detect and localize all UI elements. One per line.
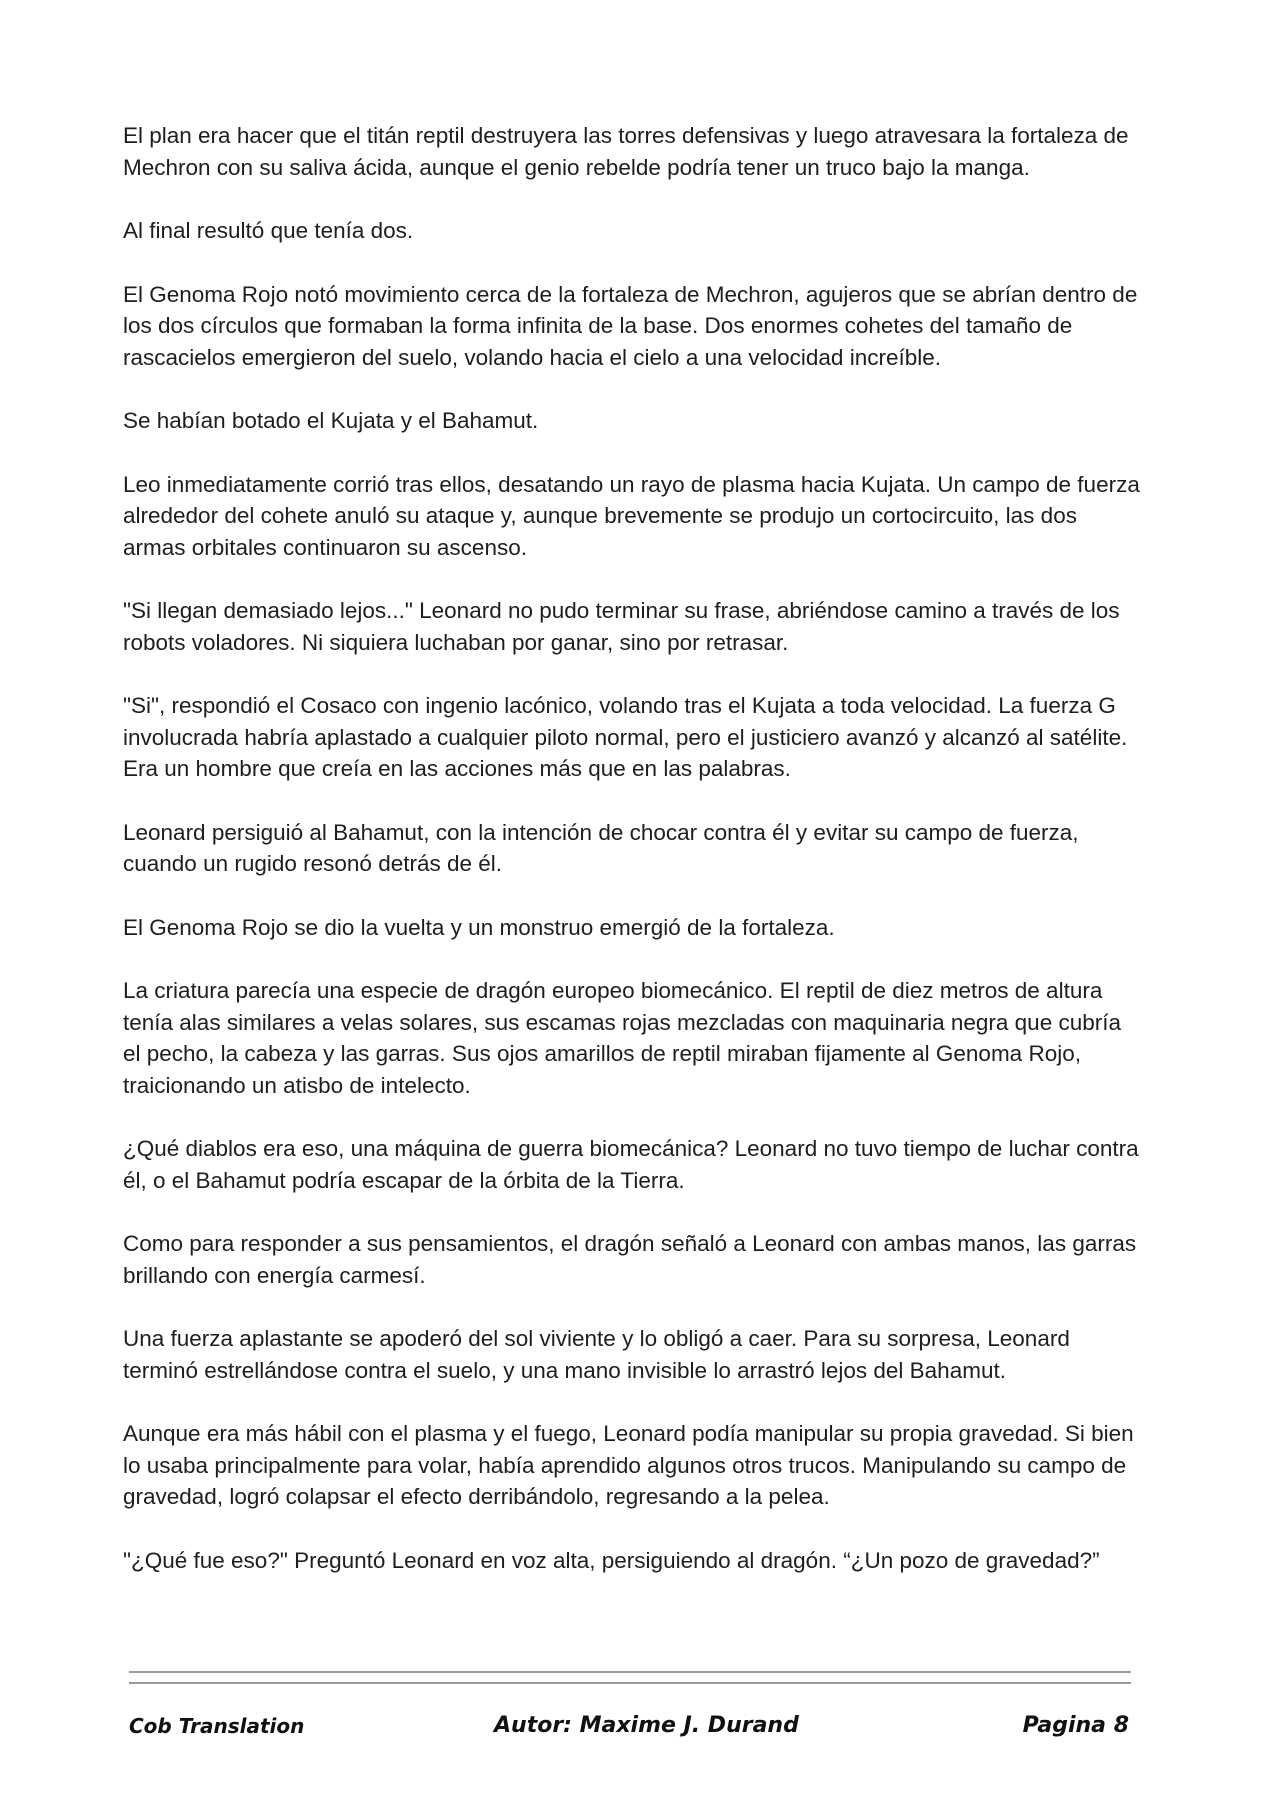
paragraph-8: Leonard persiguió al Bahamut, con la intención de chocar contra él y evitar su campo de fuerza, cuando un rugido resonó detrás de él. [123, 819, 1079, 876]
paragraph-4: Se habían botado el Kujata y el Bahamut. [123, 408, 539, 433]
paragraph-9: El Genoma Rojo se dio la vuelta y un monstruo emergió de la fortaleza. [123, 914, 835, 940]
paragraph-5: Leo inmediatamente corrió tras ellos, desatando un rayo de plasma hacia Kujata. Un campo de fuerza alrededor del cohete anuló su ataque y, aunque brevemente se produjo un cortocircuito, las dos armas orbitales continuaron su ascenso. [123, 471, 1140, 560]
footer-page-number: Pagina 8 [1022, 1713, 1129, 1738]
paragraph-12: Como para responder a sus pensamientos, el dragón señaló a Leonard con ambas manos, las garras brillando con energía carmesí. [123, 1231, 1137, 1288]
paragraph-1: El plan era hacer que el titán reptil destruyera las torres defensivas y luego atravesara la fortaleza de Mechron con su saliva ácida, aunque el genio rebelde podría tener un truco bajo la manga. [123, 123, 1129, 180]
page-footer [129, 1710, 1129, 1750]
paragraph-7: "Si", respondió el Cosaco con ingenio lacónico, volando tras el Kujata a toda velocidad. La fuerza G involucrada habría aplastado a cualquier piloto normal, pero el justiciero avanzó y alcanzó al satélite. Era un hombre que creía en las acciones más que en las palabras. [123, 693, 1128, 781]
paragraph-6: "Si llegan demasiado lejos..." Leonard no pudo terminar su frase, abriéndose camino a través de los robots voladores. Ni siquiera luchaban por ganar, sino por retrasar. [123, 598, 1120, 655]
paragraph-15: "¿Qué fue eso?" Preguntó Leonard en voz alta, persiguiendo al dragón. “¿Un pozo de gravedad?” [123, 1547, 1100, 1573]
paragraph-10: La criatura parecía una especie de dragón europeo biomecánico. El reptil de diez metros de altura tenía alas similares a velas solares, sus escamas rojas mezcladas con maquinaria negra que cubría el pecho, la cabeza y las garras. Sus ojos amarillos de reptil miraban fijamente al Genoma Rojo, traicionando un atisbo de intelecto. [123, 978, 1121, 1098]
paragraph-11: ¿Qué diablos era eso, una máquina de guerra biomecánica? Leonard no tuvo tiempo de luchar contra él, o el Bahamut podría escapar de la órbita de la Tierra. [123, 1136, 1139, 1193]
footer-author: Autor: Maxime J. Durand [494, 1713, 799, 1738]
paragraph-2: Al final resultó que tenía dos. [123, 218, 414, 243]
paragraph-14: Aunque era más hábil con el plasma y el fuego, Leonard podía manipular su propia gravedad. Si bien lo usaba principalmente para volar, había aprendido algunos otros trucos. Manipulando su campo de gravedad, logró colapsar el efecto derribándolo, regresando a la pelea. [123, 1421, 1134, 1509]
body-text [123, 120, 1143, 1608]
footer-divider-bottom [129, 1682, 1131, 1684]
paragraph-13: Una fuerza aplastante se apoderó del sol viviente y lo obligó a caer. Para su sorpresa, Leonard terminó estrellándose contra el suelo, y una mano invisible lo arrastró lejos del Bahamut. [123, 1326, 1070, 1383]
paragraph-3: El Genoma Rojo notó movimiento cerca de la fortaleza de Mechron, agujeros que se abrían dentro de los dos círculos que formaban la forma infinita de la base. Dos enormes cohetes del tamaño de rascacielos emergieron del suelo, volando hacia el cielo a una velocidad increíble. [123, 281, 1138, 370]
footer-divider-top [129, 1671, 1131, 1673]
footer-translator: Cob Translation [129, 1714, 305, 1738]
